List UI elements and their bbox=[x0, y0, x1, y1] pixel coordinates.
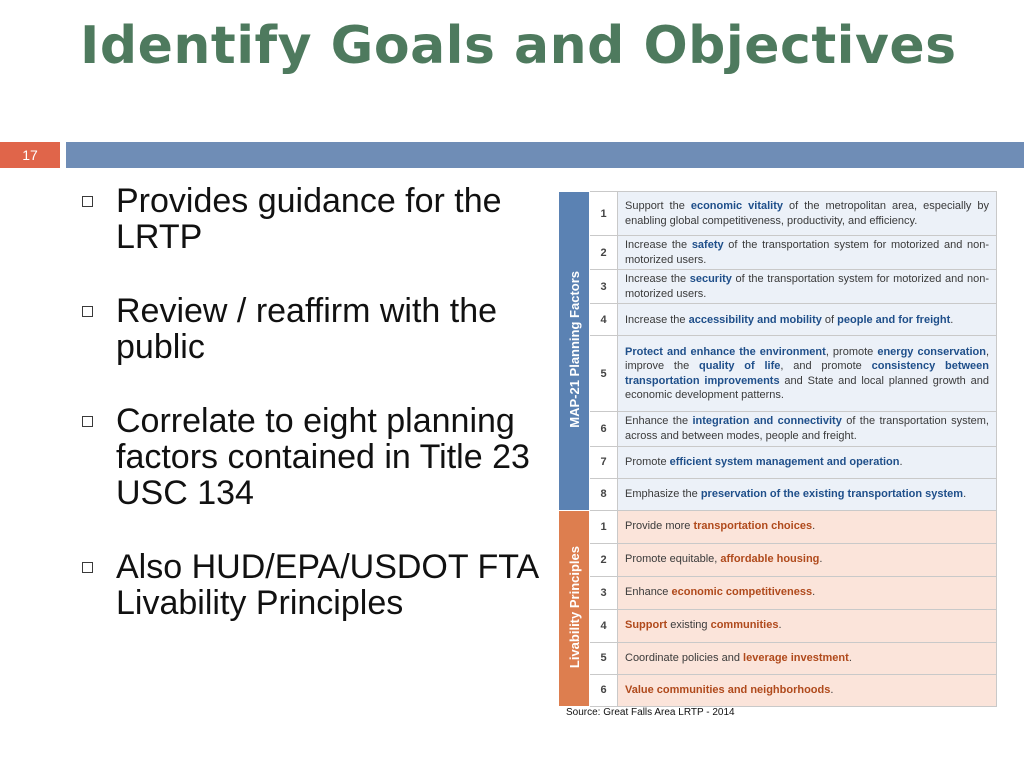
row-number: 7 bbox=[590, 446, 618, 478]
keyword-text: consistency between transportation improvements bbox=[625, 360, 990, 387]
keyword-text: efficient system management and operation bbox=[669, 455, 900, 468]
bullet-text: Provides guidance for the LRTP bbox=[116, 182, 502, 256]
livability-row bbox=[559, 674, 997, 706]
square-bullet-icon bbox=[82, 416, 93, 427]
description-text: Increase the bbox=[625, 239, 692, 251]
row-description bbox=[618, 192, 997, 236]
row-description bbox=[618, 510, 997, 543]
square-bullet-icon bbox=[82, 196, 93, 207]
row-description bbox=[618, 336, 997, 412]
keyword-text: people and for freight bbox=[837, 313, 951, 326]
description-text: . bbox=[819, 553, 823, 566]
description-text: , and promote bbox=[780, 360, 872, 373]
description-text: . bbox=[848, 651, 852, 664]
keyword-text: accessibility and mobility bbox=[688, 313, 822, 326]
bullet-item bbox=[80, 183, 540, 255]
description-text: Promote bbox=[625, 455, 670, 468]
row-description bbox=[618, 236, 997, 270]
map21-row bbox=[559, 236, 997, 270]
row-number: 3 bbox=[590, 576, 618, 609]
description-text: of the transportation system for motorized and non-motorized users. bbox=[625, 239, 989, 266]
map21-row bbox=[559, 336, 997, 412]
bullet-text: Correlate to eight planning factors contained in Title 23 USC 134 bbox=[116, 402, 530, 512]
keyword-text: Support bbox=[625, 619, 668, 632]
description-text: and State and local planned growth and economic development patterns. bbox=[625, 374, 989, 402]
row-number: 6 bbox=[590, 674, 618, 706]
keyword-text: economic competitiveness bbox=[671, 586, 813, 599]
livability-row bbox=[559, 510, 997, 543]
description-text: Coordinate policies and bbox=[625, 651, 744, 664]
row-number: 2 bbox=[590, 543, 618, 576]
livability-group-label bbox=[559, 510, 590, 706]
row-description bbox=[618, 543, 997, 576]
description-text: of the transportation system for motorized and non-motorized users. bbox=[625, 273, 989, 300]
bullet-list bbox=[80, 183, 540, 659]
row-description bbox=[618, 446, 997, 478]
description-text: Promote equitable, bbox=[625, 553, 721, 566]
description-text: of the metropolitan area, especially by enabling global competitiveness, productivity, and efficiency. bbox=[625, 199, 990, 227]
row-description bbox=[618, 609, 997, 642]
map21-row bbox=[559, 270, 997, 304]
description-text: , improve the bbox=[625, 345, 989, 373]
row-number: 5 bbox=[590, 642, 618, 674]
description-text: Enhance bbox=[625, 586, 672, 599]
row-description bbox=[618, 304, 997, 336]
description-text: . bbox=[812, 586, 816, 599]
map21-row bbox=[559, 478, 997, 510]
keyword-text: communities bbox=[710, 619, 779, 632]
livability-row bbox=[559, 543, 997, 576]
slide-title: Identify Goals and Objectives bbox=[80, 16, 957, 76]
description-text: of the transportation system, across and between modes, people and freight. bbox=[625, 415, 989, 442]
square-bullet-icon bbox=[82, 562, 93, 573]
description-text: Provide more bbox=[625, 520, 694, 533]
map21-group-label bbox=[559, 192, 590, 511]
description-text: . bbox=[830, 683, 834, 696]
row-number: 5 bbox=[590, 336, 618, 412]
row-number: 6 bbox=[590, 412, 618, 446]
row-description bbox=[618, 478, 997, 510]
row-description bbox=[618, 270, 997, 304]
bullet-item bbox=[80, 293, 540, 365]
keyword-text: Protect and enhance the environment bbox=[625, 345, 826, 358]
description-text: Enhance the bbox=[625, 415, 693, 428]
slide-number: 17 bbox=[0, 142, 60, 168]
keyword-text: affordable housing bbox=[720, 553, 820, 566]
header-bar bbox=[66, 142, 1024, 168]
source-caption: Source: Great Falls Area LRTP - 2014 bbox=[566, 707, 735, 718]
row-number: 3 bbox=[590, 270, 618, 304]
description-text: Increase the bbox=[625, 273, 690, 286]
livability-row bbox=[559, 609, 997, 642]
row-description bbox=[618, 674, 997, 706]
row-number: 1 bbox=[590, 510, 618, 543]
keyword-text: Value communities and neighborhoods bbox=[625, 683, 831, 696]
map21-row bbox=[559, 412, 997, 446]
square-bullet-icon bbox=[82, 306, 93, 317]
map21-row bbox=[559, 446, 997, 478]
row-number: 4 bbox=[590, 609, 618, 642]
row-number: 8 bbox=[590, 478, 618, 510]
description-text: . bbox=[778, 619, 782, 632]
row-description bbox=[618, 642, 997, 674]
row-number: 4 bbox=[590, 304, 618, 336]
bullet-item bbox=[80, 549, 540, 621]
planning-factors-table bbox=[558, 191, 997, 707]
description-text: Support the bbox=[625, 199, 691, 212]
keyword-text: preservation of the existing transportation system bbox=[700, 487, 964, 500]
description-text: . bbox=[812, 520, 816, 533]
bullet-item bbox=[80, 403, 540, 511]
bullet-text: Also HUD/EPA/USDOT FTA Livability Principles bbox=[116, 548, 538, 622]
livability-row bbox=[559, 642, 997, 674]
keyword-text: safety bbox=[691, 239, 724, 251]
row-description bbox=[618, 412, 997, 446]
keyword-text: energy conservation bbox=[877, 345, 986, 358]
keyword-text: integration and connectivity bbox=[692, 415, 842, 428]
map21-group-label-text: MAP-21 Planning Factors bbox=[566, 270, 582, 428]
row-number: 2 bbox=[590, 236, 618, 270]
keyword-text: quality of life bbox=[699, 360, 781, 373]
keyword-text: leverage investment bbox=[743, 651, 849, 664]
description-text: Emphasize the bbox=[625, 487, 701, 500]
row-description bbox=[618, 576, 997, 609]
description-text: . bbox=[963, 487, 967, 500]
keyword-text: security bbox=[689, 273, 732, 286]
description-text: , promote bbox=[825, 345, 878, 358]
row-number: 1 bbox=[590, 192, 618, 236]
description-text: . bbox=[899, 455, 903, 468]
keyword-text: economic vitality bbox=[690, 199, 784, 212]
map21-row bbox=[559, 192, 997, 236]
description-text: Increase the bbox=[625, 313, 689, 326]
description-text: of bbox=[821, 313, 838, 326]
bullet-text: Review / reaffirm with the public bbox=[116, 292, 498, 366]
livability-row bbox=[559, 576, 997, 609]
description-text: . bbox=[950, 313, 954, 326]
map21-row bbox=[559, 304, 997, 336]
keyword-text: transportation choices bbox=[693, 520, 813, 533]
description-text: existing bbox=[667, 619, 711, 632]
livability-group-label-text: Livability Principles bbox=[566, 545, 582, 668]
